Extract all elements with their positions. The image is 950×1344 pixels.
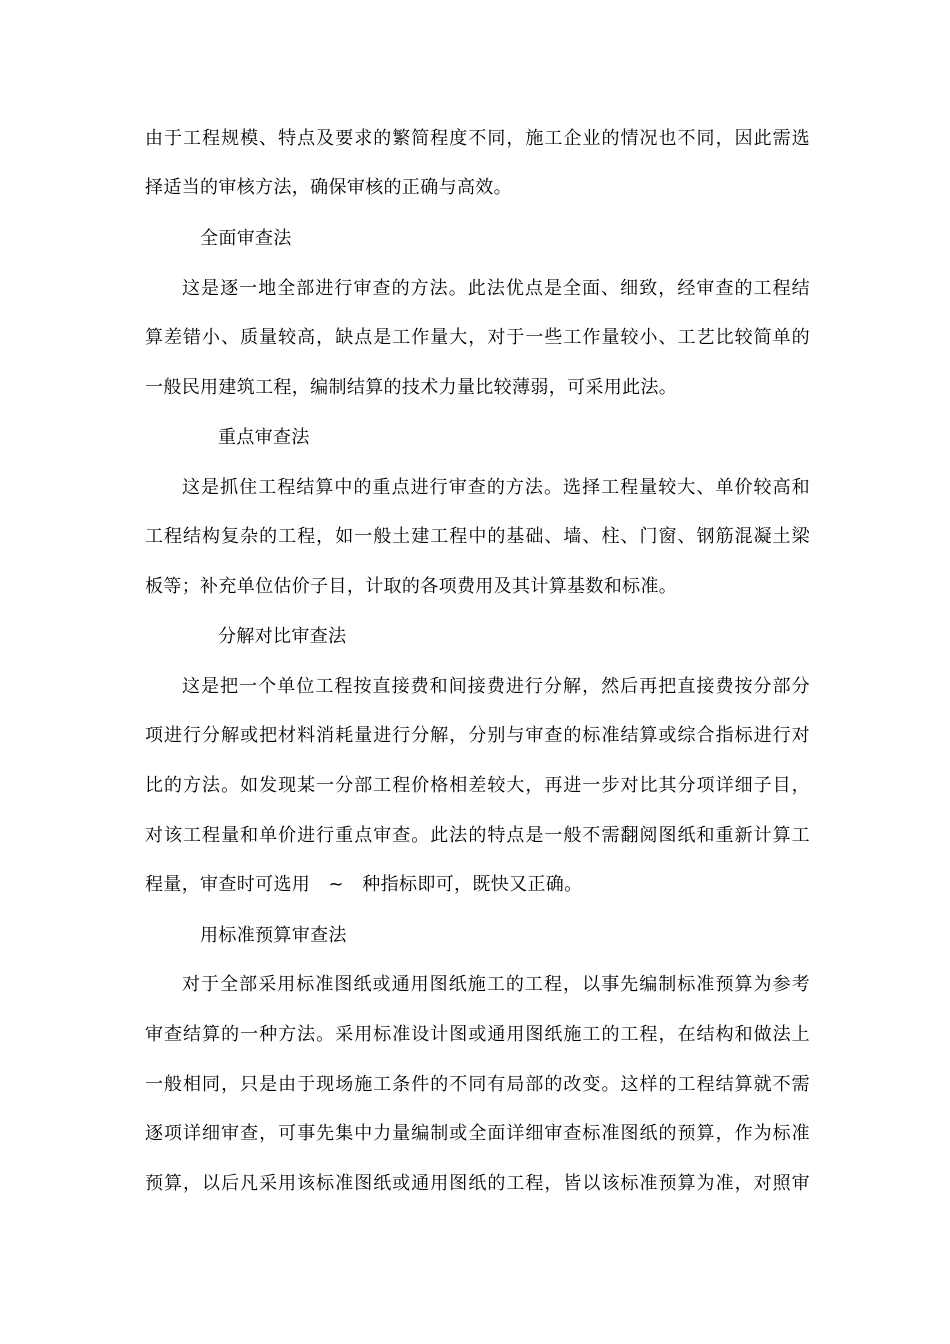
- paragraph-line: 工程结构复杂的工程，如一般土建工程中的基础、墙、柱、门窗、钢筋混凝土梁: [145, 526, 810, 547]
- paragraph-line: 预算，以后凡采用该标准图纸或通用图纸的工程，皆以该标准预算为准，对照审: [145, 1173, 810, 1194]
- paragraph-line: 程量，审查时可选用 ~ 种指标即可，既快又正确。: [145, 874, 583, 895]
- paragraph-line: 一般相同，只是由于现场施工条件的不同有局部的改变。这样的工程结算就不需: [145, 1074, 810, 1095]
- paragraph-line: 这是逐一地全部进行审查的方法。此法优点是全面、细致，经审查的工程结: [182, 278, 810, 299]
- section-heading-standard-budget: 用标准预算审查法: [200, 925, 347, 946]
- paragraph-line: 对该工程量和单价进行重点审查。此法的特点是一般不需翻阅图纸和重新计算工: [145, 825, 810, 846]
- paragraph-line: 一般民用建筑工程，编制结算的技术力量比较薄弱，可采用此法。: [145, 377, 678, 398]
- paragraph-line: 算差错小、质量较高，缺点是工作量大，对于一些工作量较小、工艺比较简单的: [145, 327, 810, 348]
- section-heading-decompose-compare: 分解对比审查法: [218, 626, 347, 647]
- paragraph-line: 这是抓住工程结算中的重点进行审查的方法。选择工程量较大、单价较高和: [182, 477, 810, 498]
- section-heading-full-review: 全面审查法: [200, 228, 292, 249]
- paragraph-line: 项进行分解或把材料消耗量进行分解，分别与审查的标准结算或综合指标进行对: [145, 725, 810, 746]
- paragraph-line: 这是把一个单位工程按直接费和间接费进行分解，然后再把直接费按分部分: [182, 676, 810, 697]
- paragraph-line: 由于工程规模、特点及要求的繁简程度不同，施工企业的情况也不同，因此需选: [145, 128, 810, 149]
- paragraph-line: 择适当的审核方法，确保审核的正确与高效。: [145, 177, 512, 198]
- paragraph-line: 比的方法。如发现某一分部工程价格相差较大，再进一步对比其分项详细子目，: [145, 775, 810, 796]
- paragraph-line: 对于全部采用标准图纸或通用图纸施工的工程，以事先编制标准预算为参考: [182, 974, 810, 995]
- paragraph-line: 逐项详细审查，可事先集中力量编制或全面详细审查标准图纸的预算，作为标准: [145, 1123, 810, 1144]
- paragraph-line: 审查结算的一种方法。采用标准设计图或通用图纸施工的工程，在结构和做法上: [145, 1024, 810, 1045]
- section-heading-key-review: 重点审查法: [218, 427, 310, 448]
- paragraph-line: 板等；补充单位估价子目，计取的各项费用及其计算基数和标准。: [145, 576, 678, 597]
